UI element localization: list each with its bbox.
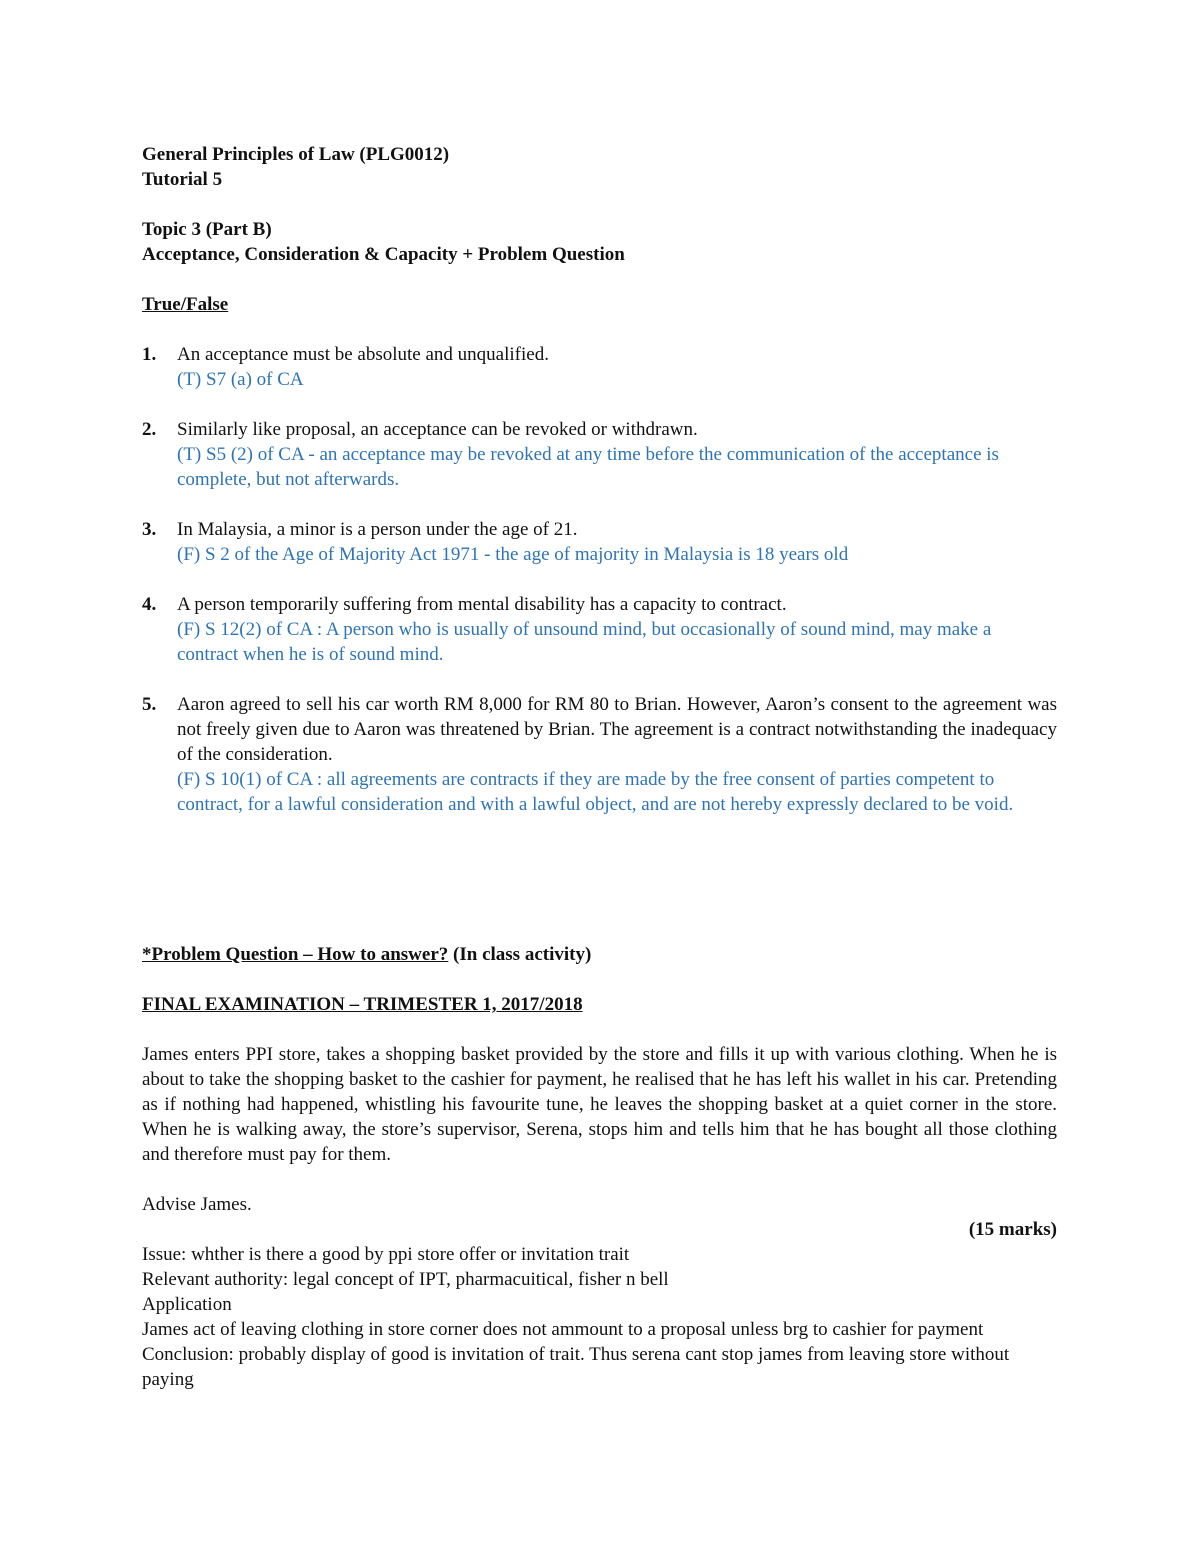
advise-instruction: Advise James. bbox=[142, 1194, 252, 1215]
question-text: Aaron agreed to sell his car worth RM 8,000 for RM 80 to Brian. However, Aaron’s consent to the agreement was not freely given due to Aaron was threatened by Brian. The agreement is a contract notwithstanding the inadequacy of the consideration. bbox=[177, 694, 1057, 765]
topic-subtitle: Acceptance, Consideration & Capacity + Problem Question bbox=[142, 244, 625, 265]
answer-text: (T) S7 (a) of CA bbox=[177, 369, 304, 390]
question-item-1 bbox=[142, 342, 1057, 392]
true-false-list bbox=[142, 342, 1057, 817]
spacer bbox=[142, 967, 1057, 992]
answer-note-application-label: Application bbox=[142, 1294, 232, 1315]
question-number: 2. bbox=[142, 419, 157, 440]
answer-note-issue: Issue: whther is there a good by ppi store offer or invitation trait bbox=[142, 1244, 630, 1265]
question-item-5 bbox=[142, 692, 1057, 817]
question-text: An acceptance must be absolute and unqualified. bbox=[177, 344, 549, 365]
answer-note-authority: Relevant authority: legal concept of IPT, pharmacuitical, fisher n bell bbox=[142, 1269, 669, 1290]
problem-scenario: James enters PPI store, takes a shopping basket provided by the store and fills it up with various clothing. When he is about to take the shopping basket to the cashier for payment, he realised that he has left his wallet in his car. Pretending as if nothing had happened, whistling his favourite tune, he leaves the shopping basket at a quiet corner in the store. When he is walking away, the store’s supervisor, Serena, stops him and tells him that he has bought all those clothing and therefore must pay for them. bbox=[142, 1044, 1057, 1165]
question-number: 1. bbox=[142, 344, 157, 365]
answer-text: (T) S5 (2) of CA - an acceptance may be revoked at any time before the communication of the acceptance is complete, but not afterwards. bbox=[177, 444, 999, 490]
question-number: 3. bbox=[142, 519, 157, 540]
question-number: 4. bbox=[142, 594, 157, 615]
spacer bbox=[142, 1017, 1057, 1042]
exam-heading: FINAL EXAMINATION – TRIMESTER 1, 2017/2018 bbox=[142, 994, 583, 1015]
tutorial-number: Tutorial 5 bbox=[142, 169, 223, 190]
true-false-heading: True/False bbox=[142, 294, 229, 315]
problem-heading-rest: (In class activity) bbox=[448, 944, 592, 965]
course-title: General Principles of Law (PLG0012) bbox=[142, 144, 450, 165]
spacer bbox=[142, 317, 1057, 342]
problem-question-heading bbox=[142, 942, 1057, 967]
answer-note-application: James act of leaving clothing in store corner does not ammount to a proposal unless brg to cashier for payment bbox=[142, 1319, 984, 1340]
question-item-2 bbox=[142, 417, 1057, 492]
question-item-3 bbox=[142, 517, 1057, 567]
topic-label: Topic 3 (Part B) bbox=[142, 219, 272, 240]
question-text: A person temporarily suffering from mental disability has a capacity to contract. bbox=[177, 594, 787, 615]
marks-label: (15 marks) bbox=[968, 1219, 1057, 1240]
answer-text: (F) S 12(2) of CA : A person who is usually of unsound mind, but occasionally of sound mind, may make a contract when he is of sound mind. bbox=[177, 619, 992, 665]
spacer bbox=[142, 192, 1057, 217]
answer-text: (F) S 10(1) of CA : all agreements are contracts if they are made by the free consent of parties competent to contract, for a lawful consideration and with a lawful object, and are not hereby expressly declared to be void. bbox=[177, 769, 1014, 815]
document-page bbox=[142, 142, 1057, 1392]
answer-note-conclusion: Conclusion: probably display of good is invitation of trait. Thus serena cant stop james from leaving store without paying bbox=[142, 1344, 1010, 1390]
spacer bbox=[142, 267, 1057, 292]
problem-heading-underlined: *Problem Question – How to answer? bbox=[142, 944, 449, 965]
question-number: 5. bbox=[142, 694, 157, 715]
spacer bbox=[142, 842, 1057, 942]
question-text: In Malaysia, a minor is a person under the age of 21. bbox=[177, 519, 578, 540]
answer-text: (F) S 2 of the Age of Majority Act 1971 - the age of majority in Malaysia is 18 years old bbox=[177, 544, 849, 565]
question-item-4 bbox=[142, 592, 1057, 667]
spacer bbox=[142, 1167, 1057, 1192]
question-text: Similarly like proposal, an acceptance can be revoked or withdrawn. bbox=[177, 419, 698, 440]
